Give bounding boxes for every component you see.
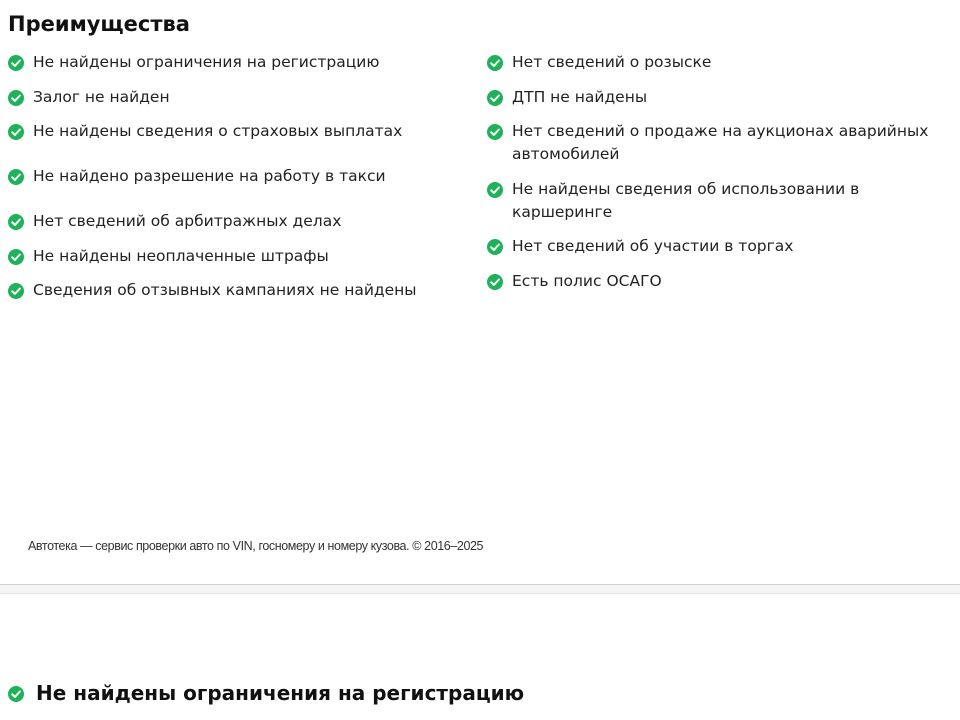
list-item: [487, 270, 957, 293]
list-item: [487, 51, 957, 74]
section-title: Преимущества: [8, 12, 190, 36]
list-item: [487, 178, 957, 224]
item-label: Нет сведений о продаже на аукционах аварийных автомобилей: [512, 122, 929, 163]
list-item: [8, 86, 478, 109]
check-circle-icon: [8, 686, 24, 702]
item-label: Нет сведений об арбитражных делах: [33, 212, 342, 230]
check-circle-icon: [8, 55, 24, 71]
check-circle-icon: [487, 124, 503, 140]
item-label: Сведения об отзывных кампаниях не найдены: [33, 281, 417, 299]
check-circle-icon: [8, 90, 24, 106]
item-label: ДТП не найдены: [512, 87, 648, 106]
check-circle-icon: [487, 55, 503, 71]
item-label: Залог не найден: [33, 87, 170, 106]
advantages-left-list: [8, 51, 478, 314]
check-circle-icon: [487, 182, 503, 198]
detail-heading: [8, 678, 524, 708]
list-item: [8, 120, 478, 143]
check-circle-icon: [8, 283, 24, 299]
item-label: Не найдено разрешение на работу в такси: [33, 167, 386, 185]
list-item: [8, 210, 478, 233]
item-label: Есть полис ОСАГО: [512, 271, 662, 290]
detail-heading-text: Не найдены ограничения на регистрацию: [36, 681, 525, 705]
item-label: Нет сведений об участии в торгах: [512, 237, 794, 255]
list-item: [487, 235, 957, 258]
check-circle-icon: [8, 214, 24, 230]
item-label: Не найдены сведения о страховых выплатах: [33, 122, 403, 140]
check-circle-icon: [8, 124, 24, 140]
item-label: Нет сведений о розыске: [512, 53, 712, 71]
check-circle-icon: [487, 90, 503, 106]
advantages-right-list: [487, 51, 957, 304]
item-label: Не найдены ограничения на регистрацию: [33, 53, 380, 71]
check-circle-icon: [8, 249, 24, 265]
footer-copyright: Автотека — сервис проверки авто по VIN, госномеру и номеру кузова. © 2016–2025: [28, 539, 484, 553]
list-item: [487, 120, 957, 166]
item-label: Не найдены сведения об использовании в каршеринге: [512, 179, 860, 221]
item-label: Не найдены неоплаченные штрафы: [33, 246, 329, 265]
list-item: [487, 86, 957, 109]
list-item: [8, 165, 478, 188]
list-item: [8, 245, 478, 268]
check-circle-icon: [487, 274, 503, 290]
check-circle-icon: [487, 239, 503, 255]
check-circle-icon: [8, 169, 24, 185]
section-divider: [0, 584, 960, 594]
list-item: [8, 279, 478, 302]
list-item: [8, 51, 478, 74]
